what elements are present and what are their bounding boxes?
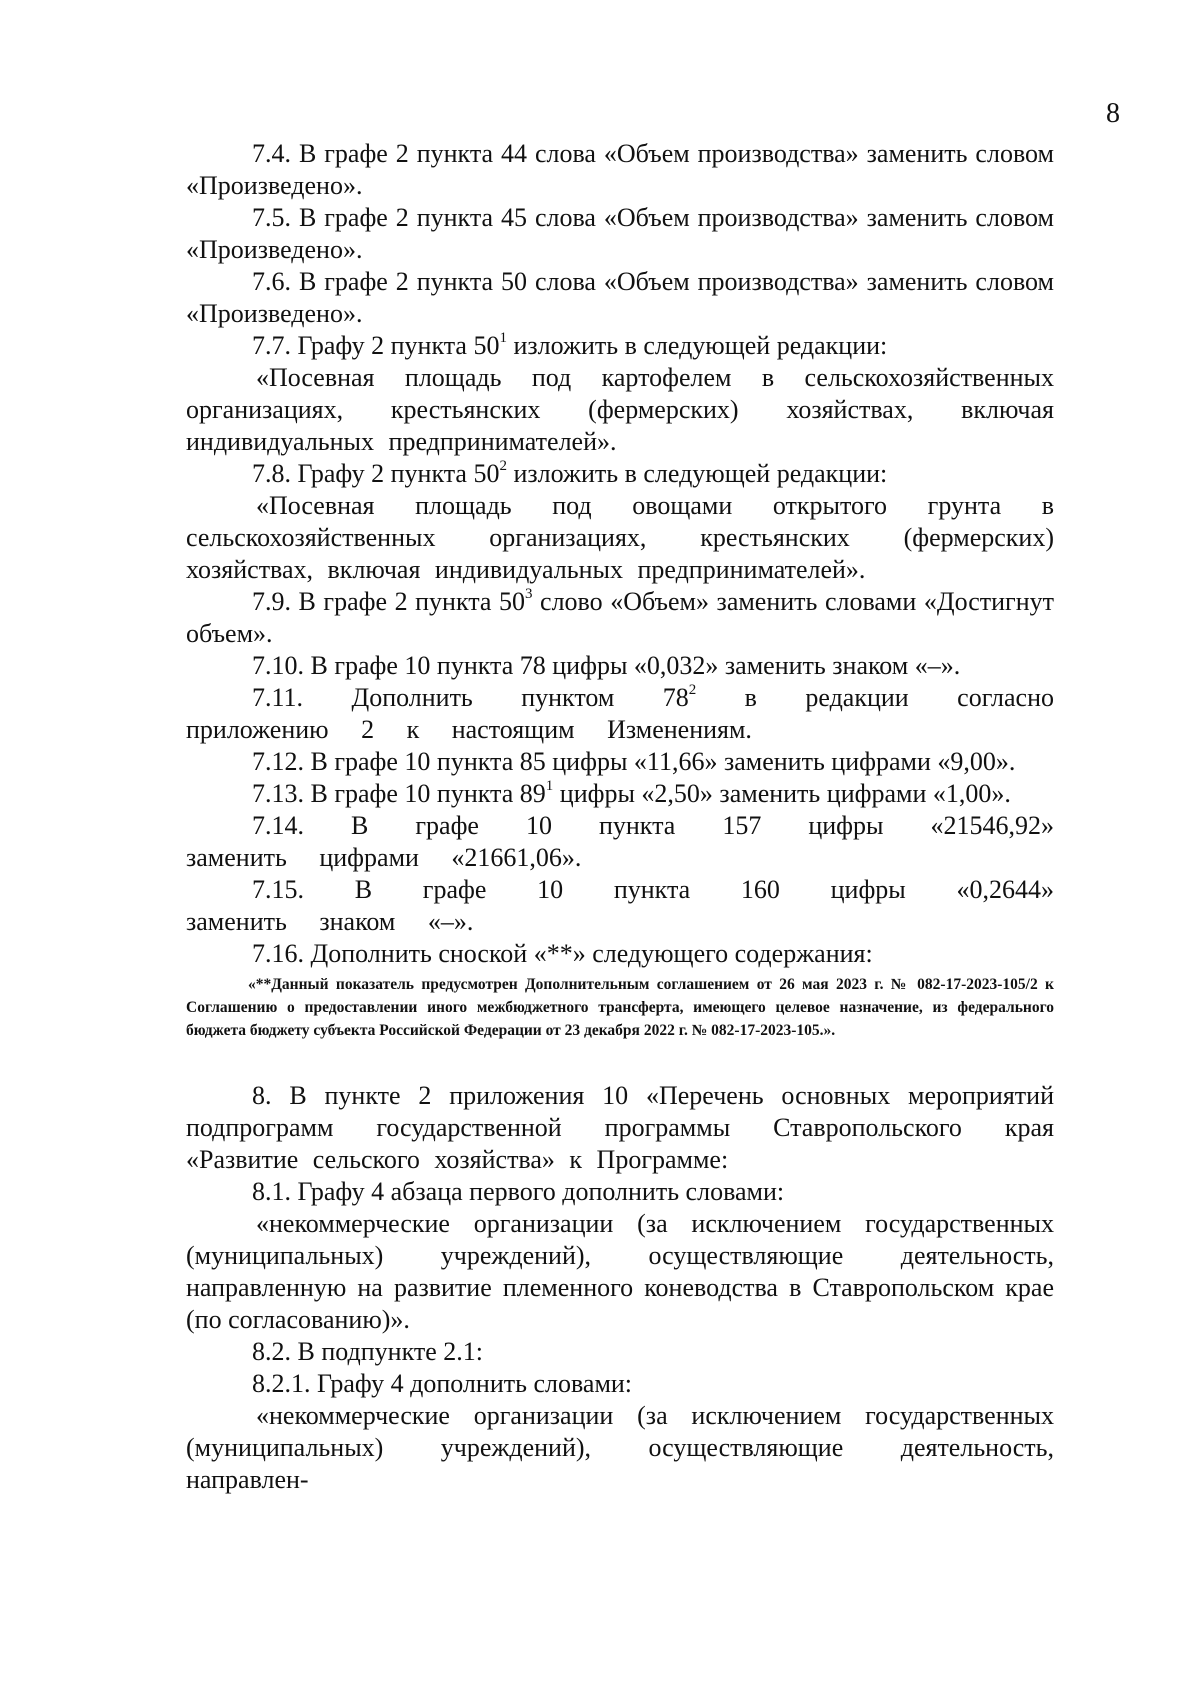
superscript-7-9: 3: [525, 586, 533, 603]
paragraph-7-6: 7.6. В графе 2 пункта 50 слова «Объем производства» заменить словом «Произведено».: [186, 267, 1054, 328]
paragraph-8-2-1: 8.2.1. Графу 4 дополнить словами:: [252, 1369, 633, 1398]
paragraph-7-15: 7.15. В графе 10 пункта 160 цифры «0,2644» заменить знаком «–».: [186, 875, 1054, 936]
quote-8-2-1: «некоммерческие организации (за исключением государственных (муниципальных) учреждений), осуществляющие деятельность, направлен-: [186, 1401, 1054, 1494]
paragraph-7-7-text: 7.7. Графу 2 пункта 50: [252, 331, 500, 360]
superscript-7-11: 2: [688, 682, 697, 699]
paragraph-7-11: [186, 682, 1054, 746]
paragraph-7-7: [186, 330, 1054, 362]
paragraph-7-9-text-end: слово «Объем» заменить словами «Достигнут объем».: [186, 587, 1054, 648]
paragraph-7-12: 7.12. В графе 10 пункта 85 цифры «11,66» заменить цифрами «9,00».: [252, 747, 1016, 776]
paragraph-7-9-text: 7.9. В графе 2 пункта 50: [252, 587, 525, 616]
paragraph-7-16: 7.16. Дополнить сноской «**» следующего содержания:: [252, 939, 873, 968]
paragraph-7-11-text-end: в редакции согласно приложению 2 к настоящим Изменениям.: [186, 683, 1054, 744]
paragraph-7-14: 7.14. В графе 10 пункта 157 цифры «21546,92» заменить цифрами «21661,06».: [186, 811, 1054, 872]
paragraph-7-8: [186, 458, 1054, 490]
quote-7-7: «Посевная площадь под картофелем в сельскохозяйственных организациях, крестьянских (фермерских) хозяйствах, включая индивидуальных предпринимателей».: [186, 363, 1054, 456]
paragraph-8-1: 8.1. Графу 4 абзаца первого дополнить словами:: [252, 1177, 785, 1206]
paragraph-7-9: [186, 586, 1054, 650]
superscript-7-7: 1: [499, 330, 507, 347]
paragraph-7-8-text: 7.8. Графу 2 пункта 50: [252, 459, 500, 488]
paragraph-7-7-text-end: изложить в следующей редакции:: [506, 331, 888, 360]
document-body: [186, 138, 1054, 1496]
paragraph-7-4: 7.4. В графе 2 пункта 44 слова «Объем производства» заменить словом «Произведено».: [186, 139, 1054, 200]
paragraph-7-8-text-end: изложить в следующей редакции:: [506, 459, 888, 488]
superscript-7-13: 1: [545, 778, 554, 795]
quote-8-1: «некоммерческие организации (за исключением государственных (муниципальных) учреждений), осуществляющие деятельность, направленную на развитие племенного коневодства в Ставропольском крае (по согласованию)».: [186, 1209, 1054, 1334]
page-number: 8: [1106, 98, 1120, 129]
footnote-7-16: «**Данный показатель предусмотрен Дополнительным соглашением от 26 мая 2023 г. № 082-17-2023-105/2 к Соглашению о предоставлении иного межбюджетного трансферта, имеющего целевое назначение, из федерального бюджета бюджету субъекта Российской Федерации от 23 декабря 2022 г. № 082-17-2023-105.».: [186, 976, 1054, 1039]
paragraph-7-10: 7.10. В графе 10 пункта 78 цифры «0,032» заменить знаком «–».: [252, 651, 961, 680]
paragraph-7-13: [186, 778, 1054, 810]
paragraph-7-13-text-end: цифры «2,50» заменить цифрами «1,00».: [553, 779, 1011, 808]
superscript-7-8: 2: [499, 458, 507, 475]
paragraph-7-13-text: 7.13. В графе 10 пункта 89: [252, 779, 546, 808]
paragraph-7-11-text: 7.11. Дополнить пунктом 78: [252, 683, 689, 712]
paragraph-7-5: 7.5. В графе 2 пункта 45 слова «Объем производства» заменить словом «Произведено».: [186, 203, 1054, 264]
quote-7-8: «Посевная площадь под овощами открытого грунта в сельскохозяйственных организациях, крестьянских (фермерских) хозяйствах, включая индивидуальных предпринимателей».: [186, 491, 1054, 584]
paragraph-8-2: 8.2. В подпункте 2.1:: [252, 1337, 483, 1366]
paragraph-8: 8. В пункте 2 приложения 10 «Перечень основных мероприятий подпрограмм государственной программы Ставропольского края «Развитие сельского хозяйства» к Программе:: [186, 1081, 1054, 1174]
